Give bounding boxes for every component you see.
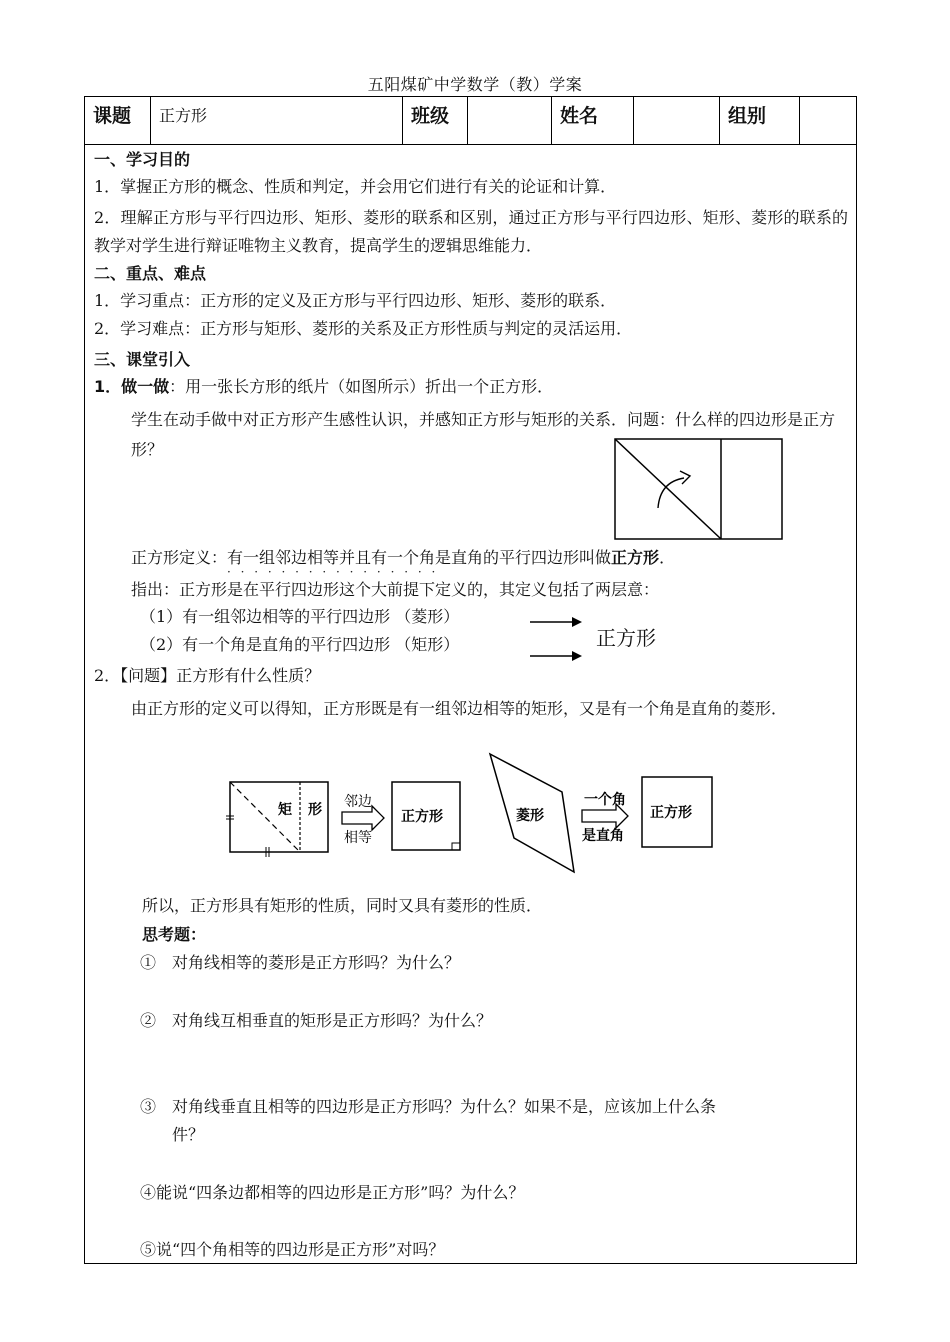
- arrow1-top-label: 邻边: [344, 794, 372, 810]
- think-question-1: ① 对角线相等的菱形是正方形吗？为什么？: [140, 953, 461, 972]
- objective-2: 2．理解正方形与平行四边形、矩形、菱形的联系和区别，通过正方形与平行四边形、矩形、菱形的联系的教学对学生进行辩证唯物主义教育，提高学生的逻辑思维能力．: [94, 208, 848, 255]
- section-3-title: 三、课堂引入: [94, 350, 191, 369]
- arrow-2-head: [572, 651, 582, 661]
- definition-prefix: 正方形定义：: [131, 548, 228, 567]
- rect-label-2: 形: [308, 802, 322, 818]
- think-question-4: ④能说“四条边都相等的四边形是正方形”吗？为什么？: [140, 1183, 525, 1202]
- definition-end: ．: [659, 548, 676, 567]
- definition-suffix: 叫做: [579, 548, 612, 567]
- relationship-figure: [226, 750, 720, 878]
- conclusion: 所以，正方形具有矩形的性质，同时又具有菱形的性质．: [142, 896, 543, 915]
- think-question-2: ② 对角线互相垂直的矩形是正方形吗？为什么？: [140, 1011, 493, 1030]
- objective-1: 1．掌握正方形的概念、性质和判定，并会用它们进行有关的论证和计算．: [94, 177, 617, 196]
- topic-value: 正方形: [151, 97, 403, 144]
- activity-1: [94, 377, 942, 397]
- question-2-text: 由正方形的定义可以得知，正方形既是有一组邻边相等的矩形，又是有一个角是直角的菱形．: [131, 699, 788, 718]
- definition-note: 指出：正方形是在平行四边形这个大前提下定义的，其定义包括了两层意：: [131, 580, 660, 599]
- class-value: [468, 97, 552, 144]
- square-2-label: 正方形: [650, 805, 692, 821]
- think-question-5: ⑤说“四个角相等的四边形是正方形”对吗？: [140, 1240, 445, 1259]
- activity-1-label: 1．做一做: [94, 377, 170, 396]
- definition-term: 正方形: [611, 548, 660, 567]
- group-label: 组别: [720, 97, 800, 144]
- header-row: [85, 97, 856, 145]
- document-title: 五阳煤矿中学数学（教）学案: [367, 75, 583, 94]
- section-1-title: 一、学习目的: [94, 150, 191, 169]
- name-label: 姓名: [552, 97, 634, 144]
- rect-label-1: 矩: [278, 802, 292, 818]
- fold-figure: [614, 438, 784, 542]
- square-1-label: 正方形: [401, 809, 443, 825]
- section-2-title: 二、重点、难点: [94, 264, 207, 283]
- condition-2: （2）有一个角是直角的平行四边形 （矩形）: [140, 635, 460, 654]
- class-label: 班级: [403, 97, 468, 144]
- paper-rectangle: [615, 439, 782, 539]
- think-title: 思考题：: [142, 925, 207, 944]
- definition-body: 有一组邻边相等并且有一个角是直角的平行四边形 · · ·: [227, 548, 579, 567]
- key-point: 1．学习重点：正方形的定义及正方形与平行四边形、矩形、菱形的联系．: [94, 291, 617, 310]
- definition: [94, 548, 942, 568]
- rhombus-label: 菱形: [516, 808, 544, 824]
- arrow2-top-label: 一个角: [584, 792, 626, 808]
- think-question-3a: ③ 对角线垂直且相等的四边形是正方形吗？为什么？如果不是，应该加上什么条: [140, 1097, 717, 1116]
- question-2: 2．【问题】正方形有什么性质？: [94, 666, 321, 685]
- arrow-target-label: 正方形: [596, 626, 656, 650]
- right-angle-mark: [452, 843, 460, 850]
- topic-label: 课题: [85, 97, 151, 144]
- condition-1: （1）有一组邻边相等的平行四边形 （菱形）: [140, 607, 460, 626]
- difficult-point: 2．学习难点：正方形与矩形、菱形的关系及正方形性质与判定的灵活运用．: [94, 319, 633, 338]
- group-value: [800, 97, 856, 144]
- fold-arrow-head: [680, 471, 690, 484]
- diagonal-line: [615, 439, 721, 539]
- activity-1-text: ：用一张长方形的纸片（如图所示）折出一个正方形．: [169, 377, 554, 396]
- arrow2-bottom-label: 是直角: [582, 828, 624, 844]
- arrow1-bottom-label: 相等: [344, 830, 372, 846]
- activity-1-explain: 学生在动手做中对正方形产生感性认识，并感知正方形与矩形的关系．问题：什么样的四边形是正方形？: [131, 410, 836, 459]
- think-question-3b: 件？: [172, 1125, 205, 1144]
- name-value: [634, 97, 720, 144]
- arrow-1-head: [572, 617, 582, 627]
